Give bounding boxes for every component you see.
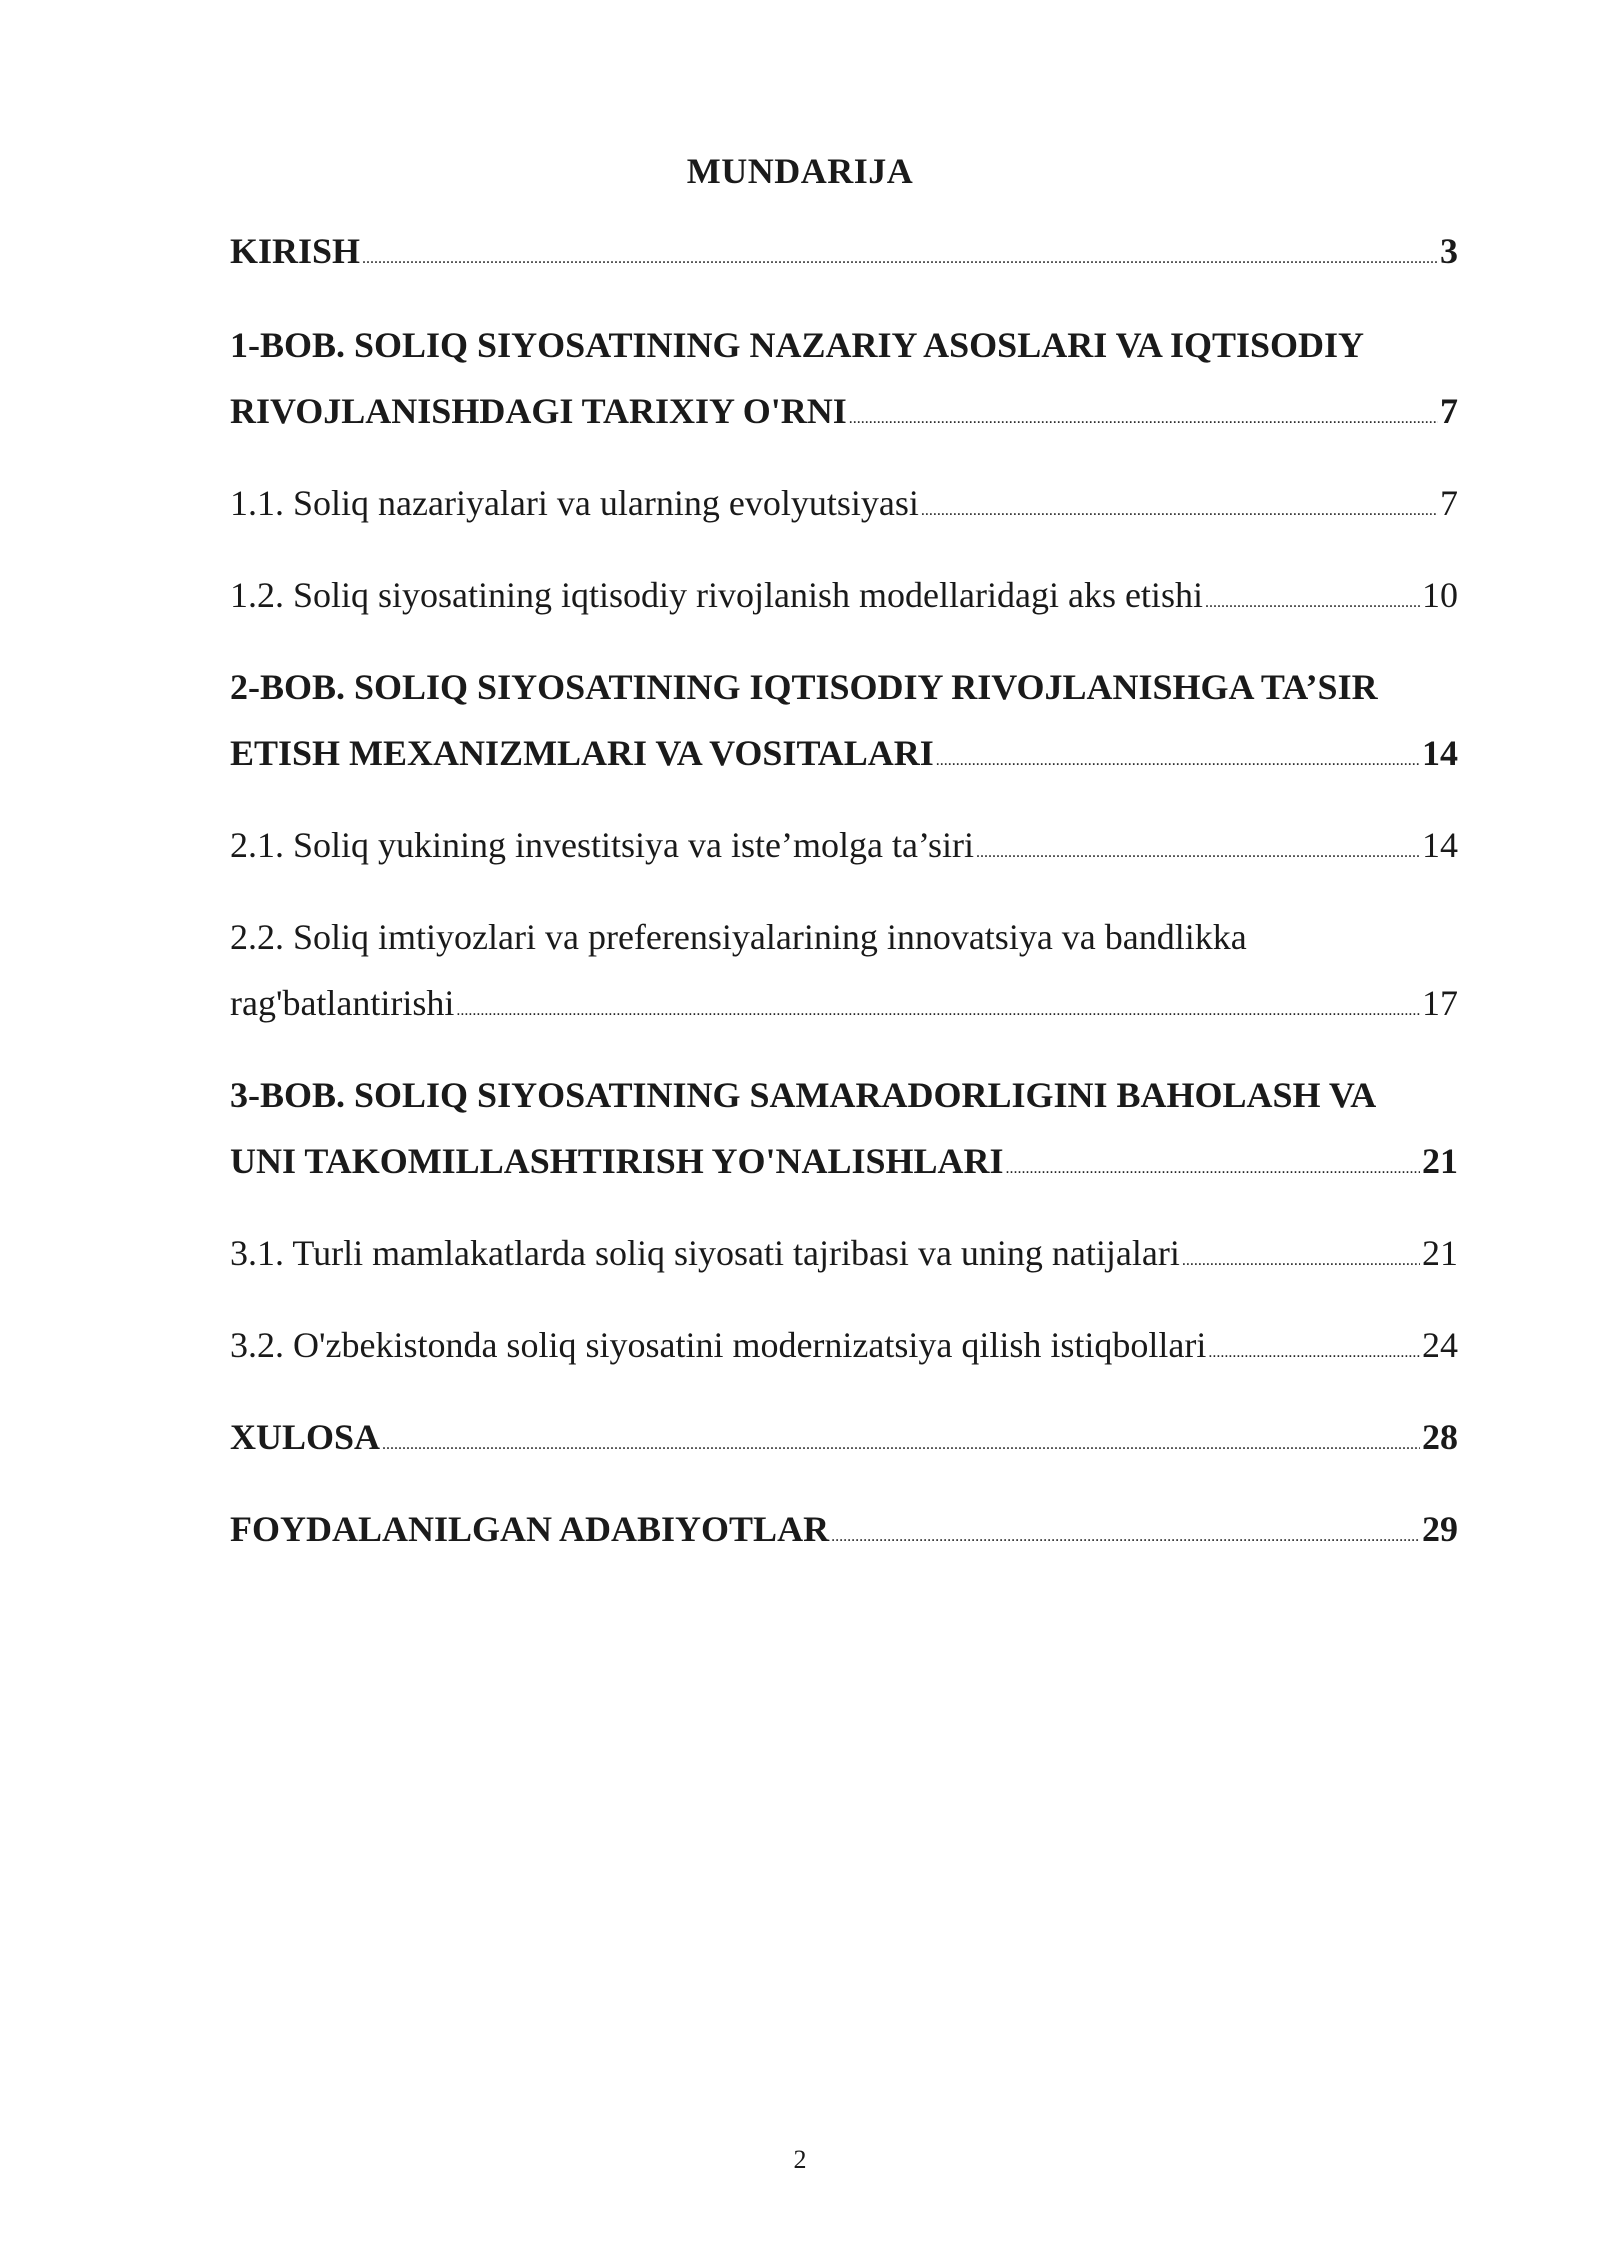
toc-entry-title-line-2: ETISH MEXANIZMLARI VA VOSITALARI: [230, 733, 934, 773]
dot-leader: [382, 1437, 1420, 1453]
toc-entry-line: [230, 562, 1458, 628]
toc-entry-page: 17: [1422, 983, 1458, 1023]
toc-entry-page: 28: [1422, 1417, 1458, 1457]
toc-entry-section-2-2[interactable]: [230, 904, 1458, 1036]
toc-entry-title-line-1: 3-BOB. SOLIQ SIYOSATINING SAMARADORLIGINI BAHOLASH VA: [230, 1075, 1377, 1115]
toc-entry-title: 3.1. Turli mamlakatlarda soliq siyosati tajribasi va uning natijalari: [230, 1233, 1180, 1273]
toc-entry-title-line-2: rag'batlantirishi: [230, 983, 455, 1023]
dot-leader: [936, 753, 1420, 769]
toc-entry-line: [230, 1404, 1458, 1470]
toc-entry-chapter-2[interactable]: [230, 654, 1458, 786]
toc-entry-line: [230, 1128, 1458, 1194]
toc-entry-title: 2.1. Soliq yukining investitsiya va iste’molga ta’siri: [230, 825, 974, 865]
toc-entry-title-line-2: RIVOJLANISHDAGI TARIXIY O'RNI: [230, 391, 847, 431]
toc-entry-page: 21: [1422, 1233, 1458, 1273]
toc-entry-title: 3.2. O'zbekistonda soliq siyosatini modernizatsiya qilish istiqbollari: [230, 1325, 1207, 1365]
toc-entry-line: [230, 218, 1458, 284]
dot-leader: [362, 251, 1438, 267]
dot-leader: [1182, 1253, 1420, 1269]
toc-entry-section-1-2[interactable]: [230, 562, 1458, 628]
toc-entry-section-3-2[interactable]: [230, 1312, 1458, 1378]
toc-entry-page: 29: [1422, 1509, 1458, 1549]
toc-entry-title: XULOSA: [230, 1417, 381, 1457]
toc-entry-line: [230, 1496, 1458, 1562]
toc-entry-page: 7: [1440, 483, 1458, 523]
toc-entry-title: 1.2. Soliq siyosatining iqtisodiy rivojlanish modellaridagi aks etishi: [230, 575, 1203, 615]
toc-entry-page: 14: [1422, 825, 1458, 865]
toc-entry-line: [230, 720, 1458, 786]
toc-entry-title-line-2: UNI TAKOMILLASHTIRISH YO'NALISHLARI: [230, 1141, 1004, 1181]
toc-entry-title-line-1: 2-BOB. SOLIQ SIYOSATINING IQTISODIY RIVOJLANISHGA TA’SIR: [230, 667, 1378, 707]
dot-leader: [831, 1529, 1420, 1545]
toc-entry-section-2-1[interactable]: [230, 812, 1458, 878]
toc-entry-xulosa[interactable]: [230, 1404, 1458, 1470]
toc-entry-title: 1.1. Soliq nazariyalari va ularning evolyutsiyasi: [230, 483, 919, 523]
toc-entry-section-1-1[interactable]: [230, 470, 1458, 536]
toc-entry-line: [230, 378, 1458, 444]
toc-entry-references[interactable]: [230, 1496, 1458, 1562]
page-number: 2: [793, 2145, 807, 2174]
toc-entry-chapter-1[interactable]: [230, 312, 1458, 444]
toc-entry-line: [230, 812, 1458, 878]
toc-entry-line: [230, 1312, 1458, 1378]
dot-leader: [921, 503, 1438, 519]
toc-entry-page: 10: [1422, 575, 1458, 615]
toc-entry-line: [230, 1220, 1458, 1286]
dot-leader: [849, 411, 1438, 427]
toc-entry-page: 21: [1422, 1141, 1458, 1181]
toc-entry-title-line-1: 1-BOB. SOLIQ SIYOSATINING NAZARIY ASOSLARI VA IQTISODIY: [230, 325, 1364, 365]
toc-entry-chapter-3[interactable]: [230, 1062, 1458, 1194]
toc-entry-page: 14: [1422, 733, 1458, 773]
toc-entry-page: 24: [1422, 1325, 1458, 1365]
toc-entry-section-3-1[interactable]: [230, 1220, 1458, 1286]
toc-entry-title: KIRISH: [230, 231, 361, 271]
dot-leader: [1006, 1161, 1420, 1177]
dot-leader: [976, 845, 1420, 861]
dot-leader: [1208, 1345, 1420, 1361]
dot-leader: [456, 1003, 1420, 1019]
toc-entry-page: 7: [1440, 391, 1458, 431]
toc-title: MUNDARIJA: [686, 151, 914, 191]
toc-entry-title: FOYDALANILGAN ADABIYOTLAR: [230, 1509, 830, 1549]
dot-leader: [1205, 595, 1420, 611]
toc-entry-kirish[interactable]: [230, 218, 1458, 284]
toc-entry-page: 3: [1440, 231, 1458, 271]
toc-entry-title-line-1: 2.2. Soliq imtiyozlari va preferensiyalarining innovatsiya va bandlikka: [230, 917, 1247, 957]
toc-entry-line: [230, 970, 1458, 1036]
toc-entry-line: [230, 470, 1458, 536]
